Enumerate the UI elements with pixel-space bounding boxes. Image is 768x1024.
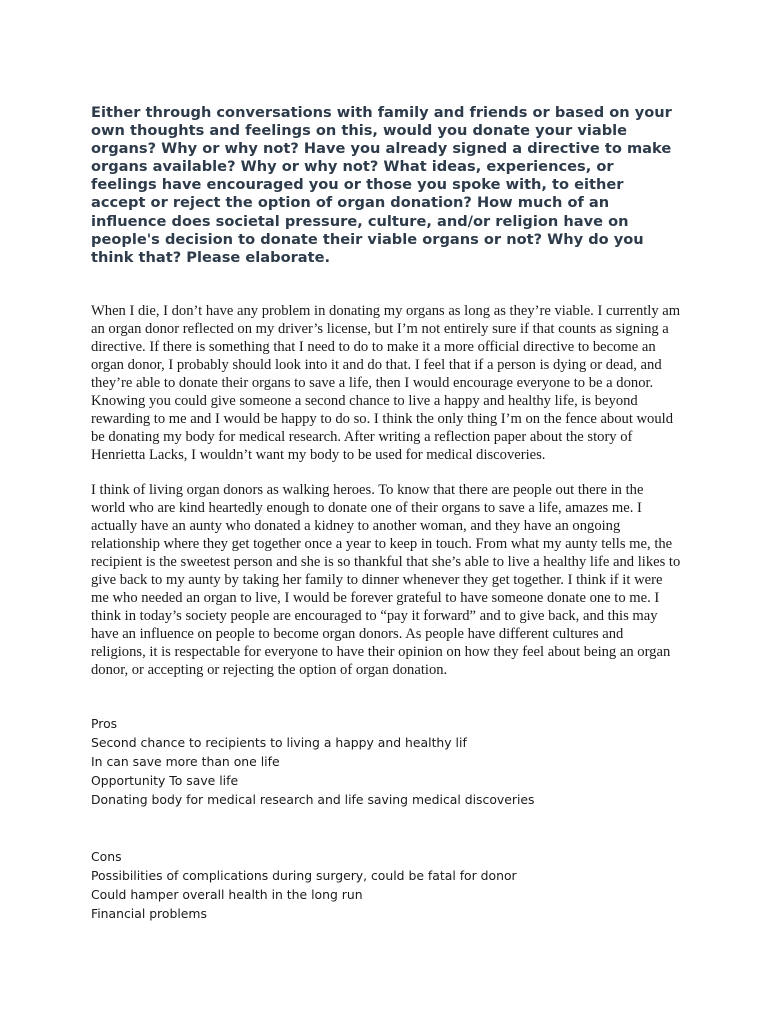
pros-list [91,714,691,809]
pros-item-3: Opportunity To save life [91,773,239,788]
cons-item-3: Financial problems [91,906,207,921]
pros-item-1: Second chance to recipients to living a happy and healthy lif [91,735,467,750]
cons-list [91,847,691,923]
pros-item-4: Donating body for medical research and life saving medical discoveries [91,792,535,807]
body-paragraph-2: I think of living organ donors as walking heroes. To know that there are people out there in the world who are kind heartedly enough to donate one of their organs to save a life, amazes me. I actually have an aunty who donated a kidney to another woman, and they have an ongoing relationship where they get together once a year to keep in touch. From what my aunty tells me, the recipient is the sweetest person and she is so thankful that she’s able to live a healthy life and likes to give back to my aunty by taking her family to dinner whenever they get together. I think if it were me who needed an organ to live, I would be forever grateful to have someone donate one to me. I think in today’s society people are encouraged to “pay it forward” and to give back, and this may have an influence on people to become organ donors. As people have different cultures and religions, it is respectable for everyone to have their opinion on how they feel about being an organ donor, or accepting or rejecting the option of organ donation. [91,482,681,678]
pros-item-2: In can save more than one life [91,754,280,769]
body-paragraph-1: When I die, I don’t have any problem in donating my organs as long as they’re viable. I currently am an organ donor reflected on my driver’s license, but I’m not entirely sure if that counts as signing a directive. If there is something that I need to do to make it a more official directive to become an organ donor, I probably should look into it and do that. I feel that if a person is dying or dead, and they’re able to donate their organs to save a life, then I would encourage everyone to be a donor. Knowing you could give someone a second chance to live a happy and healthy life, is beyond rewarding to me and I would be happy to do so. I think the only thing I’m on the fence about would be donating my body for medical research. After writing a reflection paper about the story of Henrietta Lacks, I wouldn’t want my body to be used for medical discoveries. [91,303,681,463]
cons-item-2: Could hamper overall health in the long run [91,887,363,902]
question-heading: Either through conversations with family and friends or based on your own thoughts and feelings on this, would you donate your viable organs? Why or why not? Have you already signed a directive to make organs available? Why or why not? What ideas, experiences, or feelings have encouraged you or those you spoke with, to either accept or reject the option of organ donation? How much of an influence does societal pressure, culture, and/or religion have on people's decision to donate their viable organs or not? Why do you think that? Please elaborate. [91,104,672,266]
cons-item-1: Possibilities of complications during surgery, could be fatal for donor [91,868,517,883]
pros-heading: Pros [91,716,118,731]
cons-heading: Cons [91,849,122,864]
